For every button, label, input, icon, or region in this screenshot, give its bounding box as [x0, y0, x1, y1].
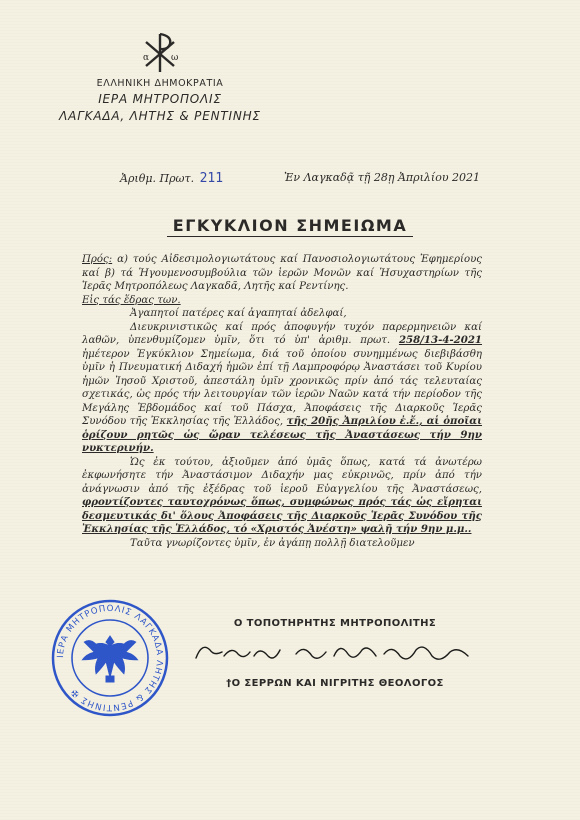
header-line-metropolis: ΙΕΡΑ ΜΗΤΡΟΠΟΛΙΣ [98, 92, 222, 106]
signatory-title: Ο ΤΟΠΟΤΗΡΗΤΗΣ ΜΗΤΡΟΠΟΛΙΤΗΣ [233, 618, 437, 629]
paragraph-1 [82, 321, 482, 456]
paragraph-1-emphasis: τῆς 20ῆς Ἀπριλίου ἐ.ἔ., αἱ ὁποῖαι ὁρίζουν ρητῶς ὡς ὥραν τελέσεως τῆς Ἀναστάσεως τήν 9ην νυκτερινήν. [82, 415, 483, 454]
address-to-label: Πρός: [82, 254, 113, 265]
svg-text:ω: ω [171, 53, 179, 63]
document-title [0, 216, 580, 235]
reference-number: 258/13-4-2021 [398, 334, 482, 346]
greeting: Ἀγαπητοί πατέρες καί ἀγαπηταί ἀδελφαί, [130, 308, 347, 319]
header-line-region: ΛΑΓΚΑΔΑ, ΛΗΤΗΣ & ΡΕΝΤΙΝΗΣ [59, 109, 261, 123]
closing-line: Ταῦτα γνωρίζοντες ὑμῖν, ἐν ἀγάπῃ πολλῇ διατελοῦμεν [130, 537, 415, 549]
paragraph-1-text-a: Διευκρινιστικῶς καί πρός ἀποφυγήν τυχόν παρερμηνειῶν καί λαθῶν, ὑπενθυμίζομεν ὑμῖν, ὅτι τό ὑπ' ἀριθμ. πρωτ. [82, 321, 482, 346]
protocol-number: 211 [199, 171, 224, 186]
svg-text:ΙΕΡΑ ΜΗΤΡΟΠΟΛΙΣ ΛΑΓΚΑΔΑ ΛΗΤΗΣ: ΙΕΡΑ ΜΗΤΡΟΠΟΛΙΣ ΛΑΓΚΑΔΑ ΛΗΤΗΣ & ΡΕΝΤΙΝΗΣ ✠ [55, 603, 165, 713]
document-title-text: ΕΓΚΥΚΛΙΟΝ ΣΗΜΕΙΩΜΑ [167, 216, 413, 237]
letterhead [40, 30, 280, 123]
address-recipients: α) τούς Αἰδεσιμολογιωτάτους καί Πανοσιολογιωτάτους Ἐφημερίους καί β) τά Ἡγουμενοσυμβούλια τῶν ἱερῶν Μονῶν καί Ἡσυχαστηρίων τῆς Ἱερᾶς Μητροπόλεως Λαγκαδᾶ, Λητῆς καί Ρεντίνης. [82, 254, 482, 292]
handwritten-signature [188, 632, 488, 672]
header-line-state: ΕΛΛΗΝΙΚΗ ΔΗΜΟΚΡΑΤΙΑ [96, 78, 224, 89]
signatory-name: †Ο ΣΕΡΡΩΝ ΚΑΙ ΝΙΓΡΙΤΗΣ ΘΕΟΛΟΓΟΣ [226, 678, 444, 689]
protocol-number-block [120, 171, 223, 186]
svg-text:α: α [143, 53, 150, 63]
document-body [82, 253, 482, 550]
metropolis-seal-icon [50, 598, 170, 718]
place-date: Ἐν Λαγκαδᾷ τῇ 28ῃ Ἀπριλίου 2021 [284, 171, 480, 184]
paragraph-2 [82, 456, 482, 537]
paragraph-2-text: Ὡς ἐκ τούτου, ἀξιοῦμεν ἀπό ὑμᾶς ὅπως, κατά τά ἀνωτέρω ἐκφωνήσητε τήν Ἀναστάσιμον Διδαχήν μας εὐκρινῶς, πρίν ἀπό τήν ἀνάγνωσιν ἀπό τῆς ἐξέδρας τοῦ ἱεροῦ Εὐαγγελίου τῆς Ἀναστάσεως, [82, 456, 482, 495]
address-block [82, 253, 482, 307]
paragraph-1-text-b: ἡμέτερον Ἐγκύκλιον Σημείωμα, διά τοῦ ὁποίου συνημμένως διεβιβάσθη ὑμῖν ἡ Πνευματική Διδαχή ἡμῶν ἐπί τῇ Λαμπροφόρῳ Ἀναστάσει τοῦ Κυρίου ἡμῶν Ἰησοῦ Χριστοῦ, ἀπεστάλη ὑμῖν χρονικῶς πρίν ἀπό τάς τελευταίας σχετικάς, ὡς πρός τήν λειτουργίαν τῶν ἱερῶν Ναῶν κατά τήν περίοδον τῆς Μεγάλης Ἑβδομάδος καί τοῦ Πάσχα, Ἀποφάσεις τῆς Διαρκοῦς Ἱερᾶς Συνόδου τῆς Ἐκκλησίας τῆς Ἑλλάδος, [82, 348, 482, 427]
chi-rho-emblem-icon [138, 30, 182, 74]
protocol-label: Ἀριθμ. Πρωτ. [120, 172, 195, 185]
paragraph-2-emphasis: φροντίζοντες ταυτοχρόνως ὅπως, συμφώνως πρός τάς ὡς εἴρηται δεσμευτικάς δι' ὅλους Ἀποφάσεις τῆς Διαρκοῦς Ἱερᾶς Συνόδου τῆς Ἐκκλησίας τῆς Ἑλλάδος, τό «Χριστός Ἀνέστη» ψαλῇ τήν 9ην μ.μ.. [82, 496, 482, 535]
address-seats: Εἰς τάς ἕδρας των. [82, 294, 181, 306]
